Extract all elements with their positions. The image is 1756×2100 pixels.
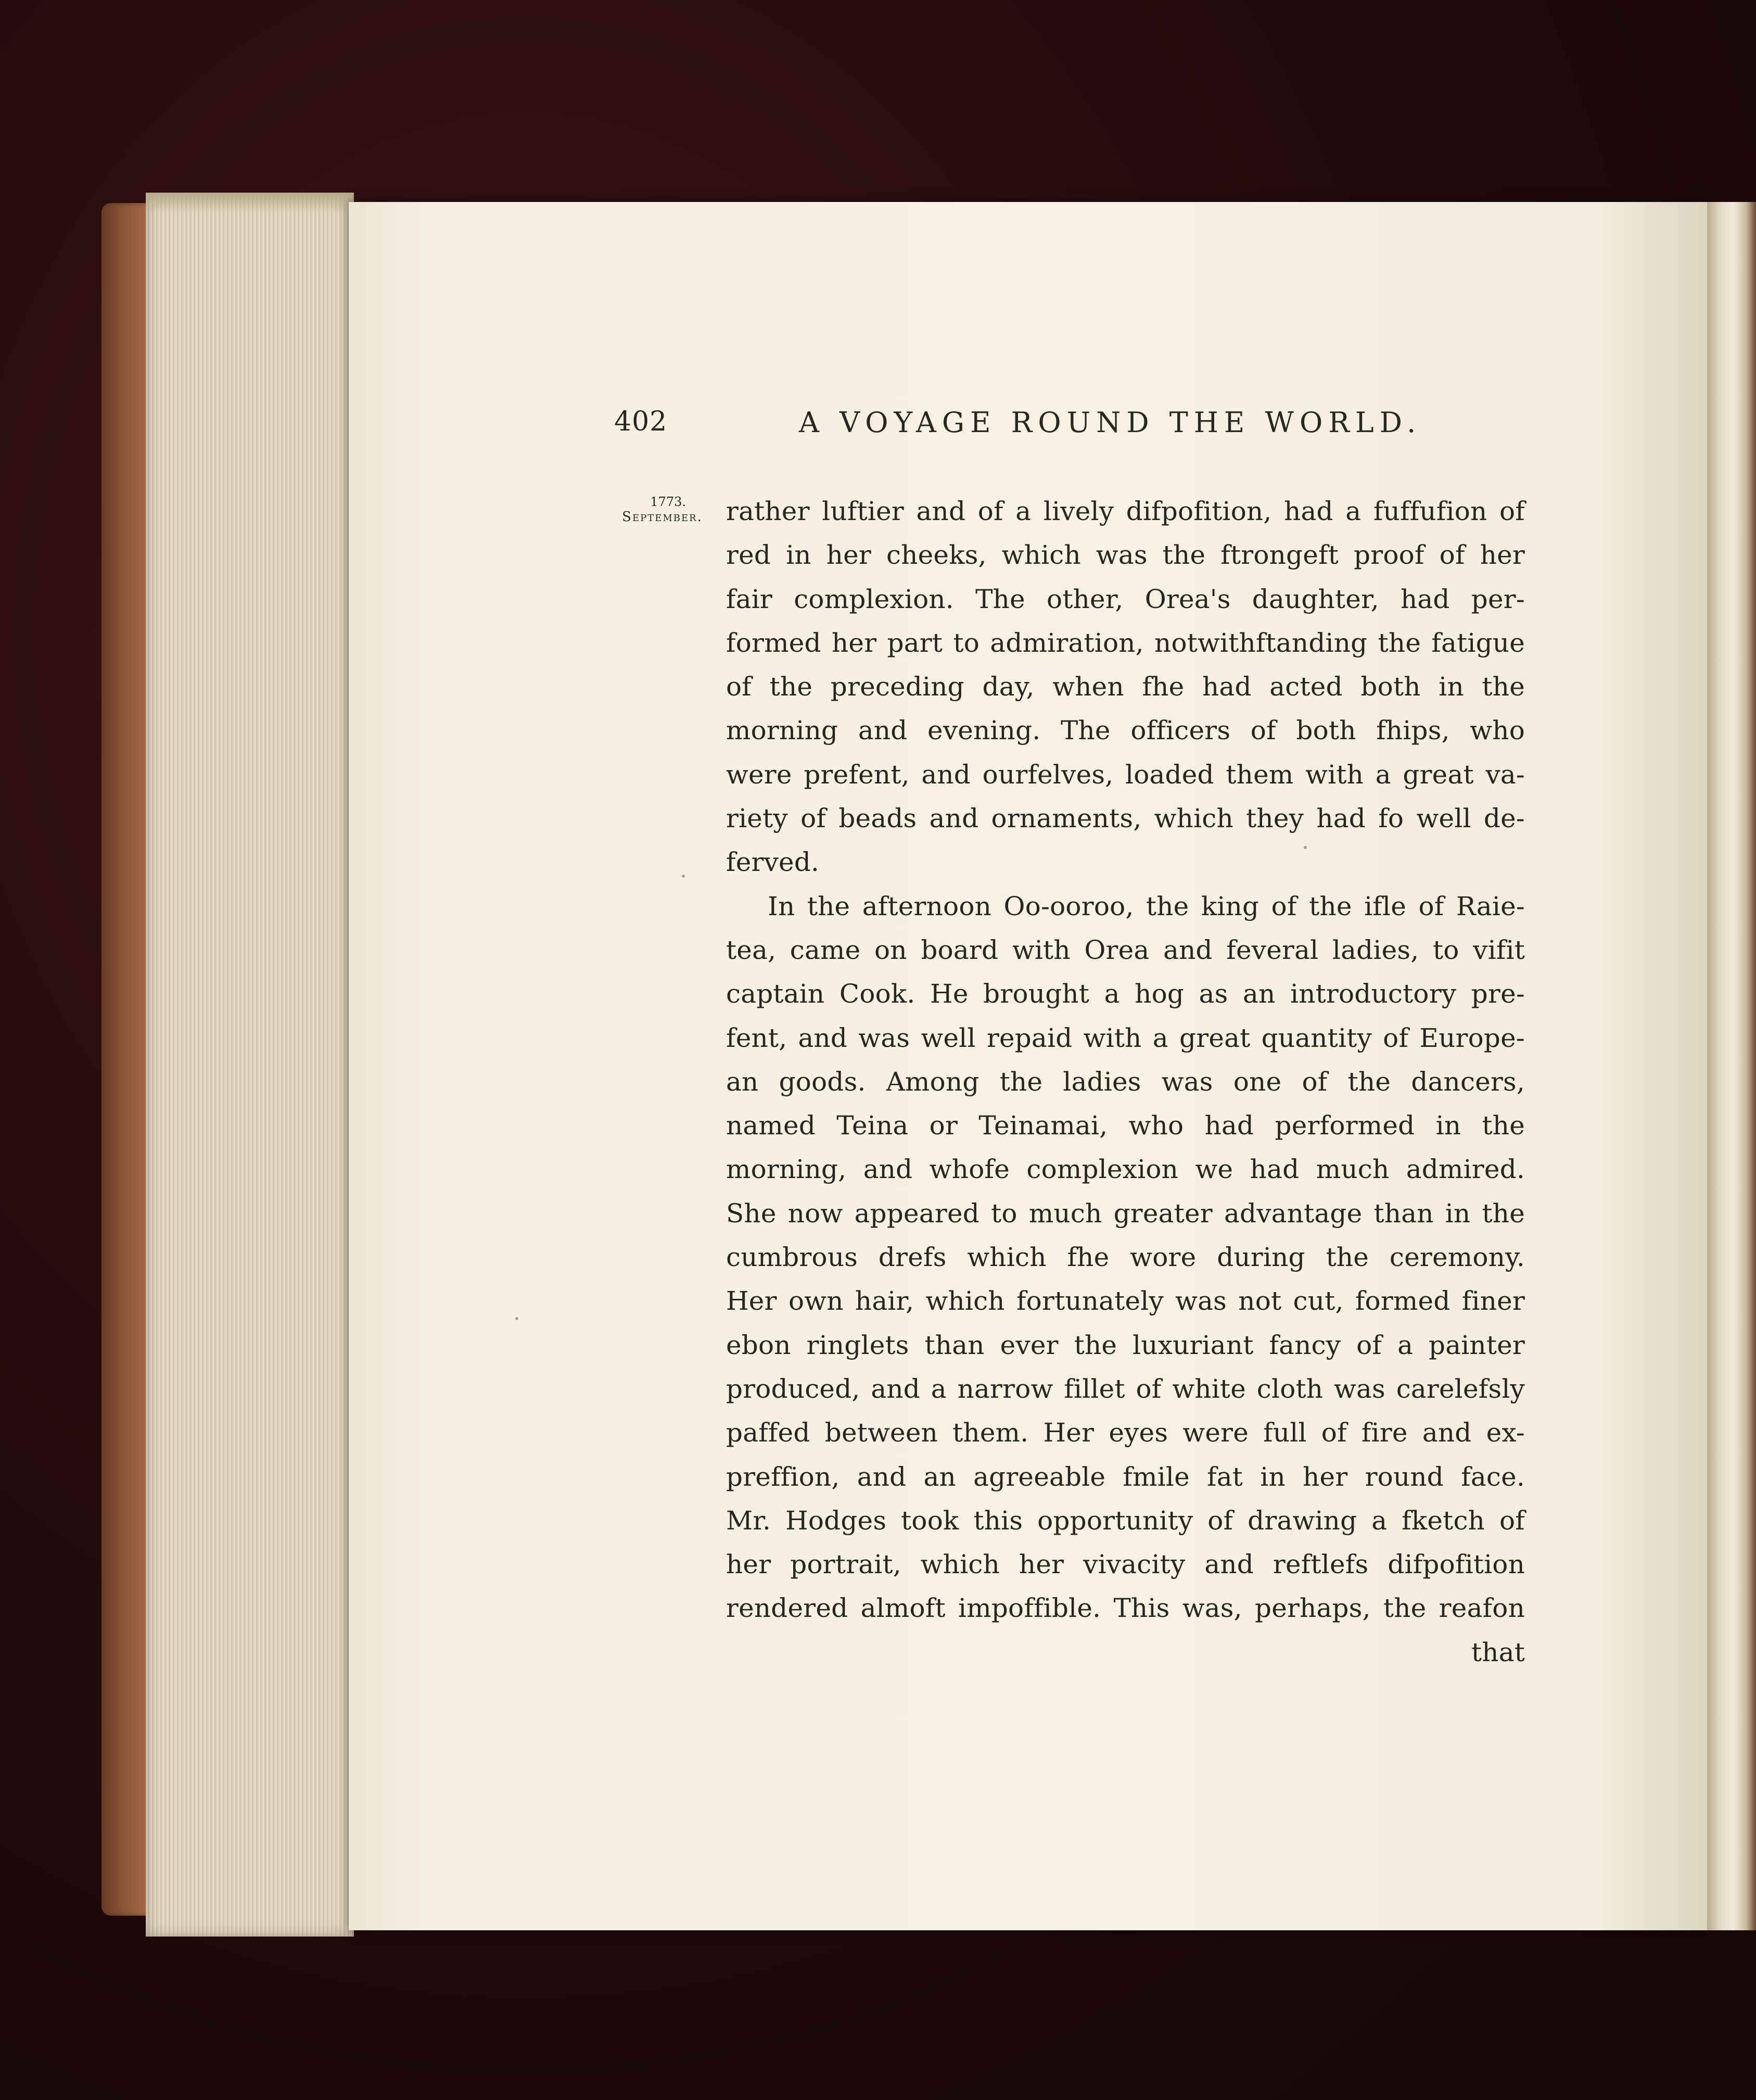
margin-month: September.	[622, 509, 703, 525]
text-line: fent, and was well repaid with a great quantity of Europe-	[726, 1022, 1525, 1053]
catchword: that	[1471, 1637, 1525, 1667]
text-line: named Teina or Teinamai, who had performed in the	[726, 1110, 1525, 1141]
text-line: preffion, and an agreeable fmile fat in her round face.	[726, 1461, 1525, 1492]
text-line: In the afternoon Oo-ooroo, the king of the ifle of Raie-	[768, 891, 1525, 921]
book-gutter	[1707, 202, 1756, 1930]
text-line: rendered almoft impoffible. This was, perhaps, the reafon	[726, 1593, 1525, 1624]
text-line: her portrait, which her vivacity and reftlefs difpofition	[726, 1549, 1525, 1580]
margin-year: 1773.	[650, 495, 686, 509]
text-line: ferved.	[726, 847, 820, 878]
text-line: morning, and whofe complexion we had much admired.	[726, 1154, 1525, 1185]
text-line: She now appeared to much greater advantage than in the	[726, 1198, 1525, 1229]
paper-speck	[682, 875, 685, 878]
paper-speck	[515, 1317, 518, 1320]
text-line: paffed between them. Her eyes were full of fire and ex-	[726, 1418, 1525, 1448]
page-number: 402	[614, 406, 668, 437]
running-head: A VOYAGE ROUND THE WORLD.	[799, 406, 1422, 439]
text-line: Her own hair, which fortunately was not cut, formed finer	[726, 1286, 1525, 1317]
text-line: an goods. Among the ladies was one of the dancers,	[726, 1066, 1525, 1097]
text-line: fair complexion. The other, Orea's daughter, had per-	[726, 584, 1525, 614]
text-line: red in her cheeks, which was the ftrongeft proof of her	[726, 540, 1525, 571]
text-line: morning and evening. The officers of both fhips, who	[726, 715, 1525, 746]
margin-note	[578, 495, 703, 525]
text-line: tea, came on board with Orea and feveral ladies, to vifit	[726, 934, 1525, 965]
text-line: riety of beads and ornaments, which they had fo well de-	[726, 803, 1525, 834]
paper-speck	[1304, 846, 1307, 849]
page-header	[0, 406, 1756, 448]
text-line: formed her part to admiration, notwithftanding the fatigue	[726, 627, 1525, 658]
text-line: captain Cook. He brought a hog as an introductory pre-	[726, 979, 1525, 1009]
text-line: rather luftier and of a lively difpofition, had a fuffufion of	[726, 496, 1525, 526]
text-line: of the preceding day, when fhe had acted both in the	[726, 672, 1525, 702]
text-line: were prefent, and ourfelves, loaded them with a great va-	[726, 759, 1525, 790]
text-line: Mr. Hodges took this opportunity of drawing a fketch of	[726, 1505, 1525, 1536]
page-edges	[146, 193, 354, 1937]
text-line: cumbrous drefs which fhe wore during the ceremony.	[726, 1242, 1525, 1273]
body-text	[726, 489, 1525, 1674]
text-line: produced, and a narrow fillet of white cloth was carelefsly	[726, 1373, 1525, 1404]
text-line: ebon ringlets than ever the luxuriant fancy of a painter	[726, 1330, 1525, 1360]
